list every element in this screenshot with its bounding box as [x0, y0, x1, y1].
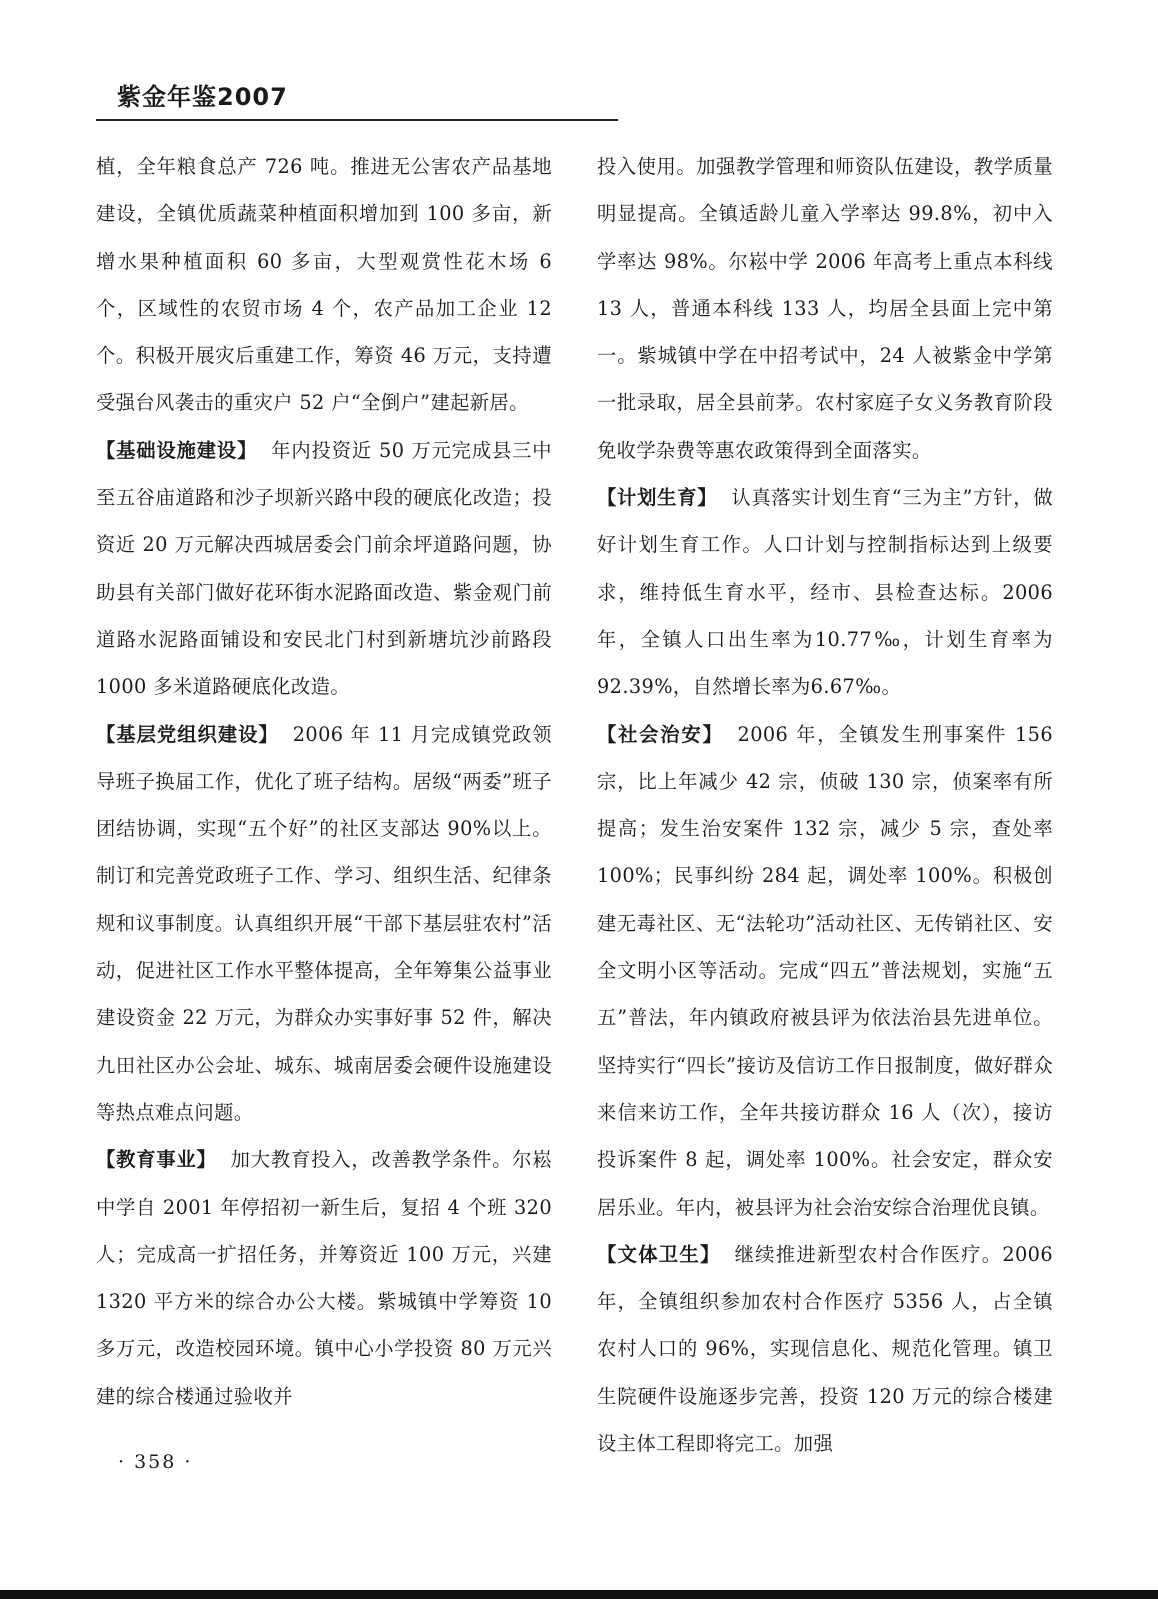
paragraph-infrastructure — [96, 427, 552, 711]
paragraph-text: 植，全年粮食总产 726 吨。推进无公害农产品基地建设，全镇优质蔬菜种植面积增加到 100 多亩，新增水果种植面积 60 多亩，大型观赏性花木场 6 个，区域性的农贸市场 4 个，农产品加工企业 12 个。积极开展灾后重建工作，筹资 46 万元，支持遭受强台风袭击的重灾户 52 户“全倒户”建起新居。 — [96, 155, 552, 415]
header-rule — [96, 119, 618, 121]
page-header-title: 紫金年鉴2007 — [117, 83, 288, 111]
left-column — [96, 143, 552, 1420]
paragraph-text: 投入使用。加强教学管理和师资队伍建设，教学质量明显提高。全镇适龄儿童入学率达 99.8%，初中入学率达 98%。尔崧中学 2006 年高考上重点本科线 13 人，普通本科线 133 人，均居全县面上完中第一。紫城镇中学在中招考试中，24 人被紫金中学第一批录取，居全县前茅。农村家庭子女义务教育阶段免收学杂费等惠农政策得到全面落实。 — [597, 155, 1053, 462]
page-number: · 358 · — [118, 1451, 193, 1473]
paragraph-text: 加大教育投入，改善教学条件。尔崧中学自 2001 年停招初一新生后，复招 4 个班 320 人；完成高一扩招任务，并筹资近 100 万元，兴建 1320 平方米的综合办公大楼。紫城镇中学筹资 10 多万元，改造校园环境。镇中心小学投资 80 万元兴建的综合楼通过验收并 — [96, 1148, 552, 1408]
paragraph-party-organization — [96, 711, 552, 1137]
right-column — [597, 143, 1053, 1467]
paragraph-text: 2006 年 11 月完成镇党政领导班子换届工作，优化了班子结构。居级“两委”班子团结协调，实现“五个好”的社区支部达 90%以上。制订和完善党政班子工作、学习、组织生活、纪律条规和议事制度。认真组织开展“干部下基层驻农村”活动，促进社区工作水平整体提高，全年筹集公益事业建设资金 22 万元，为群众办实事好事 52 件，解决九田社区办公会址、城东、城南居委会硬件设施建设等热点难点问题。 — [96, 722, 552, 1124]
paragraph-text: 继续推进新型农村合作医疗。2006 年，全镇组织参加农村合作医疗 5356 人，占全镇农村人口的 96%，实现信息化、规范化管理。镇卫生院硬件设施逐步完善，投资 120 万元的综合楼建设主体工程即将完工。加强 — [597, 1242, 1053, 1456]
section-heading-infrastructure: 【基础设施建设】 — [96, 438, 258, 462]
section-heading-family-planning: 【计划生育】 — [597, 486, 718, 510]
paragraph-education — [96, 1136, 552, 1420]
paragraph-culture-health — [597, 1231, 1053, 1467]
section-heading-party-organization: 【基层党组织建设】 — [96, 722, 279, 746]
section-heading-public-security: 【社会治安】 — [597, 722, 724, 746]
section-heading-culture-health: 【文体卫生】 — [597, 1242, 721, 1266]
scan-edge-band — [0, 1590, 1158, 1599]
paragraph-continued-education — [597, 143, 1053, 474]
paragraph-continued-agriculture — [96, 143, 552, 427]
paragraph-family-planning — [597, 474, 1053, 710]
section-heading-education: 【教育事业】 — [96, 1148, 217, 1172]
paragraph-text: 年内投资近 50 万元完成县三中至五谷庙道路和沙子坝新兴路中段的硬底化改造；投资近 20 万元解决西城居委会门前余坪道路问题，协助县有关部门做好花环街水泥路面改造、紫金观门前道路水泥路面铺设和安民北门村到新塘坑沙前路段 1000 多米道路硬底化改造。 — [96, 438, 552, 699]
paragraph-text: 2006 年，全镇发生刑事案件 156 宗，比上年减少 42 宗，侦破 130 宗，侦案率有所提高；发生治安案件 132 宗，减少 5 宗，查处率 100%；民事纠纷 284 起，调处率 100%。积极创建无毒社区、无“法轮功”活动社区、无传销社区、安全文明小区等活动。完成“四五”普法规划，实施“五五”普法，年内镇政府被县评为依法治县先进单位。坚持实行“四长”接访及信访工作日报制度，做好群众来信来访工作，全年共接访群众 16 人（次），接访投诉案件 8 起，调处率 100%。社会安定，群众安居乐业。年内，被县评为社会治安综合治理优良镇。 — [597, 722, 1053, 1219]
paragraph-public-security — [597, 711, 1053, 1231]
paragraph-text: 认真落实计划生育“三为主”方针，做好计划生育工作。人口计划与控制指标达到上级要求，维持低生育水平，经市、县检查达标。2006 年，全镇人口出生率为10.77‰，计划生育率为 92.39%，自然增长率为6.67‰。 — [597, 486, 1054, 699]
